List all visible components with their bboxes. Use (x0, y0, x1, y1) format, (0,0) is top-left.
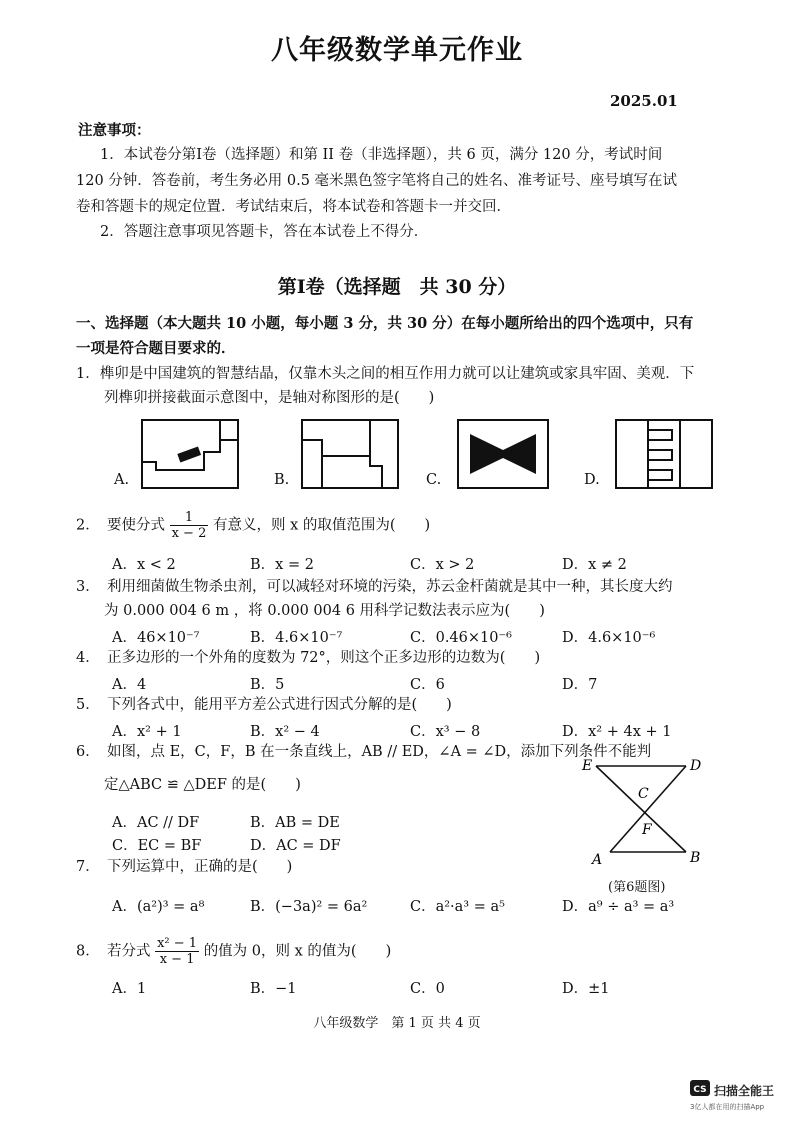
q6-option-a: A．AC // DF (112, 815, 200, 831)
q1-figure-c (456, 418, 550, 490)
q2-option-b: B．x = 2 (250, 557, 314, 573)
page-footer: 八年级数学 第 1 页 共 4 页 (313, 1016, 481, 1031)
q8-option-d: D．±1 (562, 981, 610, 997)
notice-line-4: 2．答题注意事项见答题卡，答在本试卷上不得分． (100, 224, 429, 240)
q3-option-c: C．0.46×10⁻⁶ (410, 630, 512, 646)
q1-line-1: 1．榫卯是中国建筑的智慧结晶，仅靠木头之间的相互作用力就可以让建筑或家具牢固、美观．下 (76, 366, 695, 382)
q6-label-e: E (582, 758, 593, 774)
camscanner-logo-text: CS (693, 1085, 707, 1095)
q1-line-2: 列榫卯拼接截面示意图中，是轴对称图形的是( ) (104, 390, 435, 406)
part1-instruction-2: 一项是符合题目要求的． (76, 340, 236, 357)
q1-figure-d (614, 418, 714, 490)
q1-option-c: C. (426, 472, 442, 488)
q7-option-d: D．a⁹ ÷ a³ = a³ (562, 899, 675, 915)
q8-prefix: 8． 若分式 (76, 943, 151, 960)
q6-label-c: C (638, 786, 649, 802)
q4-option-d: D．7 (562, 677, 598, 693)
notice-line-2: 120 分钟．答卷前，考生务必用 0.5 毫米黑色签字笔将自己的姓名、准考证号、座号填写在试 (76, 173, 678, 189)
q8-option-c: C．0 (410, 981, 445, 997)
q3-option-b: B．4.6×10⁻⁷ (250, 630, 343, 646)
q2-suffix: 有意义，则 x 的取值范围为( ) (212, 517, 431, 534)
q1-figure-a (140, 418, 240, 490)
watermark-name: 扫描全能王 (714, 1084, 775, 1098)
part1-instruction-1: 一、选择题（本大题共 10 小题，每小题 3 分，共 30 分）在每小题所给出的四个选项中，只有 (76, 315, 694, 332)
camscanner-logo-icon (690, 1080, 710, 1096)
q8-suffix: 的值为 0，则 x 的值为( ) (203, 943, 392, 960)
page-title: 八年级数学单元作业 (271, 35, 523, 66)
q6-label-f: F (642, 822, 652, 838)
q2-stem (76, 510, 430, 541)
q5-option-a: A．x² + 1 (112, 724, 182, 740)
q3-option-a: A．46×10⁻⁷ (112, 630, 200, 646)
notice-line-3: 卷和答题卡的规定位置．考试结束后，将本试卷和答题卡一并交回． (76, 199, 511, 215)
q2-denominator: x − 2 (171, 526, 207, 541)
q2-fraction (170, 510, 209, 541)
q1-option-d: D. (584, 472, 600, 488)
q6-label-b: B (690, 850, 701, 866)
q7-option-b: B．(−3a)² = 6a² (250, 899, 368, 915)
q6-line-2: 定△ABC ≌ △DEF 的是( ) (104, 777, 301, 793)
q2-prefix: 2． 要使分式 (76, 517, 165, 534)
q7-line-1: 7． 下列运算中，正确的是( ) (76, 859, 293, 875)
q1-figure-b (300, 418, 400, 490)
q1-option-b: B. (274, 472, 290, 488)
q3-option-d: D．4.6×10⁻⁶ (562, 630, 656, 646)
q6-option-d: D．AC = DF (250, 838, 341, 854)
q3-line-1: 3． 利用细菌做生物杀虫剂，可以减轻对环境的污染，苏云金杆菌就是其中一种，其长度大约 (76, 579, 673, 595)
q4-line-1: 4． 正多边形的一个外角的度数为 72°，则这个正多边形的边数为( ) (76, 650, 541, 666)
q7-option-c: C．a²·a³ = a⁵ (410, 899, 505, 915)
q6-caption: (第6题图) (608, 880, 666, 895)
exam-date: 2025.01 (610, 92, 678, 110)
q8-option-a: A．1 (112, 981, 147, 997)
q8-stem (76, 936, 391, 967)
q5-option-b: B．x² − 4 (250, 724, 320, 740)
q4-option-a: A．4 (112, 677, 147, 693)
q6-option-c: C．EC = BF (112, 838, 202, 854)
q5-option-d: D．x² + 4x + 1 (562, 724, 672, 740)
q2-option-d: D．x ≠ 2 (562, 557, 627, 573)
q5-option-c: C．x³ − 8 (410, 724, 481, 740)
q7-option-a: A．(a²)³ = a⁸ (112, 899, 205, 915)
q6-figure (580, 754, 710, 870)
q1-option-a: A. (114, 472, 130, 488)
q2-numerator: 1 (170, 510, 209, 526)
q8-numerator: x² − 1 (157, 936, 198, 951)
q6-line-1: 6． 如图，点 E，C，F，B 在一条直线上，AB // ED，∠A = ∠D，添加下列条件不能判 (76, 744, 652, 760)
q6-label-d: D (690, 758, 702, 774)
watermark-subtitle: 3亿人都在用的扫描App (690, 1103, 765, 1111)
section-title: 第Ⅰ卷（选择题 共 30 分） (277, 276, 517, 298)
q8-fraction (155, 936, 199, 967)
q6-label-a: A (592, 852, 603, 868)
q2-option-c: C．x > 2 (410, 557, 475, 573)
q3-line-2: 为 0.000 004 6 m ，将 0.000 004 6 用科学记数法表示应为( ) (104, 603, 545, 619)
q4-option-c: C．6 (410, 677, 445, 693)
notice-heading: 注意事项： (78, 122, 151, 139)
q4-option-b: B．5 (250, 677, 285, 693)
notice-line-1: 1．本试卷分第Ⅰ卷（选择题）和第 II 卷（非选择题），共 6 页，满分 120 分，考试时间 (100, 147, 663, 163)
q8-denominator: x − 1 (159, 952, 195, 967)
q8-option-b: B．−1 (250, 981, 297, 997)
q6-option-b: B．AB = DE (250, 815, 340, 831)
q2-option-a: A．x < 2 (112, 557, 176, 573)
q5-line-1: 5． 下列各式中，能用平方差公式进行因式分解的是( ) (76, 697, 452, 713)
